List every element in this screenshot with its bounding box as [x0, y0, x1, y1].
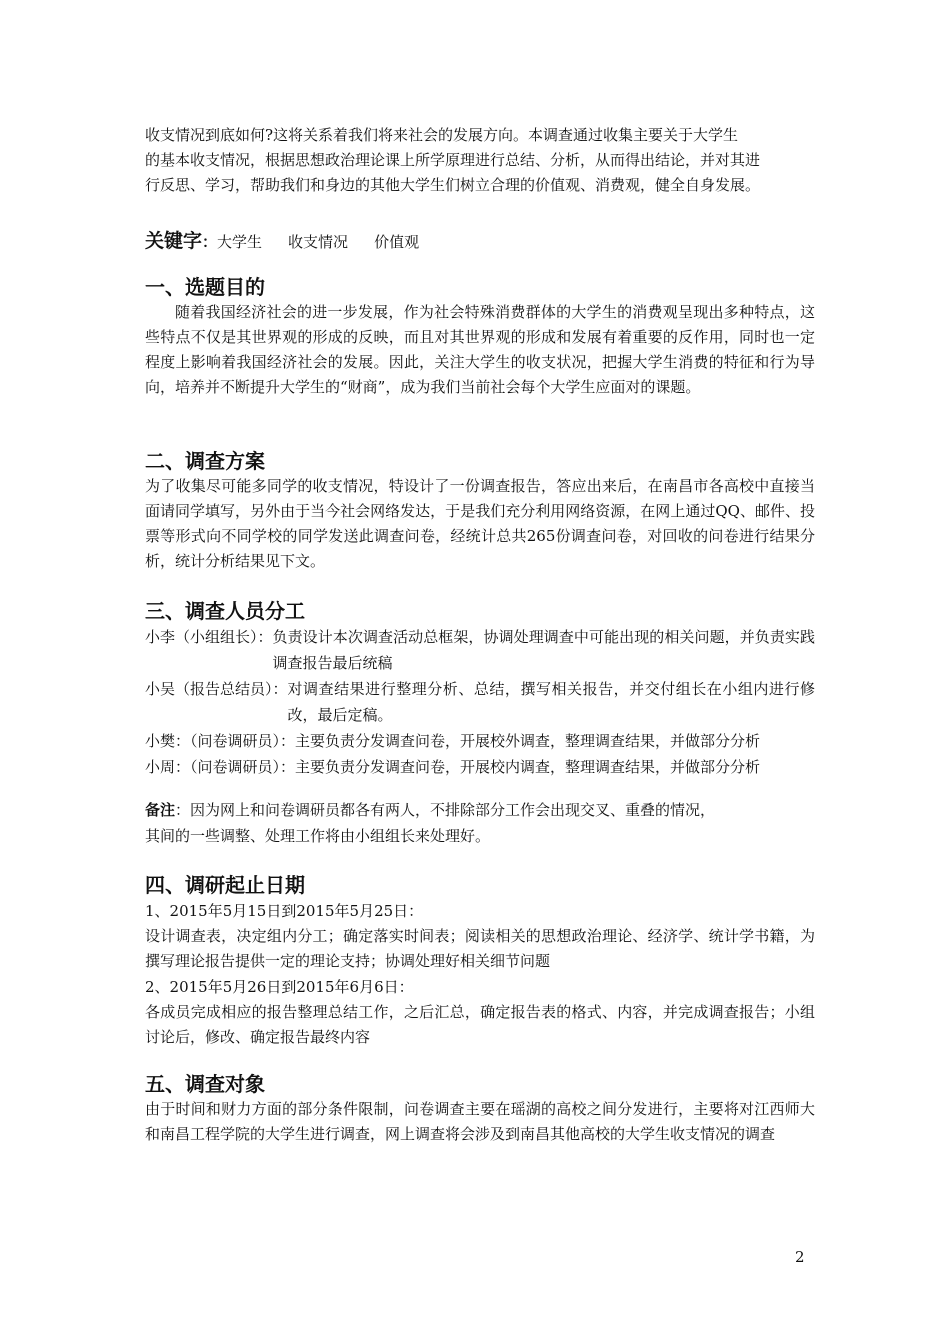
date-range: 2、2015年5月26日到2015年6月6日： [145, 978, 414, 996]
keywords-line [145, 226, 815, 253]
section-roles [145, 598, 815, 780]
keywords-label: 关键字 [145, 230, 203, 252]
section-text: 为了收集尽可能多同学的收支情况，特设计了一份调查报告，答应出来后，在南昌市各高校中直接当面请同学填写，另外由于当今社会网络发达，于是我们充分利用网络资源，在网上通过QQ、邮件、投票等形式向不同学校的同学发送此调查问卷，经统计总共265份调查问卷，对回收的问卷进行结果分析，统计分析结果见下文。 [145, 477, 815, 570]
role-item [145, 728, 815, 754]
intro-line: 行反思、学习，帮助我们和身边的其他大学生们树立合理的价值观、消费观，健全自身发展。 [145, 176, 761, 194]
section-dates [145, 872, 815, 1050]
section-subjects [145, 1071, 815, 1147]
role-duty: 对调查结果进行整理分析、总结，撰写相关报告，并交付组长在小组内进行修改，最后定稿。 [287, 680, 815, 724]
role-name: 小樊：（问卷调研员）： [145, 732, 296, 750]
note-line-2: 其间的一些调整、处理工作将由小组组长来处理好。 [145, 827, 491, 845]
role-name: 小吴（报告总结员）： [145, 680, 288, 698]
role-name: 小李（小组组长）： [145, 628, 273, 646]
role-name: 小周：（问卷调研员）： [145, 758, 296, 776]
section-title: 三、调查人员分工 [145, 599, 305, 623]
keyword-item: 大学生 [217, 233, 263, 251]
date-tasks: 各成员完成相应的报告整理总结工作，之后汇总，确定报告表的格式、内容，并完成调查报告；小组讨论后，修改、确定报告最终内容 [145, 1003, 815, 1046]
section-plan [145, 448, 815, 574]
section-text: 由于时间和财力方面的部分条件限制，问卷调查主要在瑶湖的高校之间分发进行，主要将对江西师大和南昌工程学院的大学生进行调查，网上调查将会涉及到南昌其他高校的大学生收支情况的调查 [145, 1100, 815, 1143]
intro-line: 收支情况到底如何?这将关系着我们将来社会的发展方向。本调查通过收集主要关于大学生 [145, 126, 739, 144]
note-label: 备注 [145, 801, 176, 819]
role-item [145, 754, 815, 780]
intro-paragraph [145, 123, 815, 198]
section-purpose [145, 274, 815, 400]
section-title: 一、选题目的 [145, 275, 265, 299]
note-text: ：因为网上和问卷调研员都各有两人，不排除部分工作会出现交叉、重叠的情况， [175, 801, 716, 819]
keywords-colon: ： [202, 233, 218, 251]
role-duty: 负责设计本次调查活动总框架，协调处理调查中可能出现的相关问题，并负责实践调查报告最后统稿 [272, 628, 815, 672]
intro-line: 的基本收支情况，根据思想政治理论课上所学原理进行总结、分析，从而得出结论，并对其进 [145, 151, 761, 169]
role-duty: 主要负责分发调查问卷，开展校内调查，整理调查结果，并做部分分析 [295, 758, 761, 776]
section-title: 五、调查对象 [145, 1072, 265, 1096]
keyword-item: 收支情况 [288, 233, 349, 251]
section-title: 四、调研起止日期 [145, 873, 305, 897]
page-number: 2 [795, 1248, 805, 1266]
date-range: 1、2015年5月15日到2015年5月25日： [145, 902, 424, 920]
role-duty: 主要负责分发调查问卷，开展校外调查，整理调查结果，并做部分分析 [295, 732, 761, 750]
note-block [145, 797, 815, 849]
date-tasks: 设计调查表，决定组内分工；确定落实时间表；阅读相关的思想政治理论、经济学、统计学书籍，为撰写理论报告提供一定的理论支持；协调处理好相关细节问题 [145, 927, 815, 970]
role-item [145, 624, 815, 676]
role-item [145, 676, 815, 728]
section-text: 随着我国经济社会的进一步发展，作为社会特殊消费群体的大学生的消费观呈现出多种特点，这些特点不仅是其世界观的形成的反映，而且对其世界观的形成和发展有着重要的反作用，同时也一定程度上影响着我国经济社会的发展。因此，关注大学生的收支状况，把握大学生消费的特征和行为导向，培养并不断提升大学生的“财商”，成为我们当前社会每个大学生应面对的课题。 [145, 303, 815, 396]
section-title: 二、调查方案 [145, 449, 265, 473]
keyword-item: 价值观 [374, 233, 420, 251]
note-line-1 [145, 797, 815, 823]
